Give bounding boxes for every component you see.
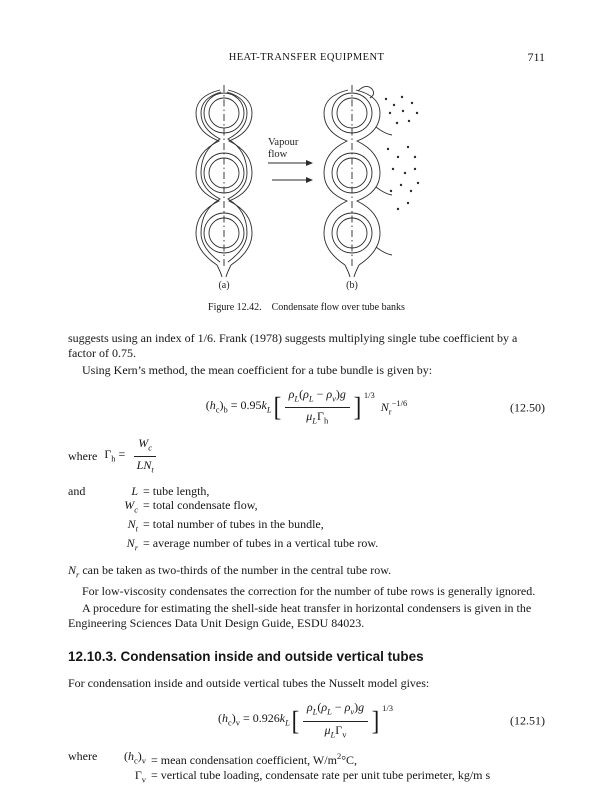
symbol-Nr: $N_r$ bbox=[126, 535, 138, 553]
eq1250-numerator: $\rho_L(\rho_L - \rho_v)g$ bbox=[285, 387, 350, 408]
definition-row bbox=[68, 536, 545, 555]
equation-12-51 bbox=[68, 700, 545, 742]
hc-v-symbol: $(h_c)_v$ bbox=[123, 748, 146, 766]
where-lead: where bbox=[68, 449, 98, 464]
eq1250-fraction bbox=[285, 387, 350, 429]
figure-label-a: (a) bbox=[217, 280, 230, 291]
where-clause-1251-row2 bbox=[68, 768, 545, 787]
definition-text: = total number of tubes in the bundle, bbox=[143, 516, 324, 531]
running-head: HEAT-TRANSFER EQUIPMENT bbox=[228, 52, 385, 63]
where-lead: where bbox=[68, 748, 98, 763]
gamma-h-fraction bbox=[134, 436, 156, 478]
eq1251-numerator: $\rho_L(\rho_L - \rho_v)g$ bbox=[303, 700, 368, 721]
paragraph-esdu: A procedure for estimating the shell-side heat transfer in horizontal condensers is given in the Engineering Sciences Data Unit Design Guide, ESDU 84023. bbox=[68, 601, 532, 631]
section-heading-12-10-3: 12.10.3. Condensation inside and outside vertical tubes bbox=[68, 649, 424, 665]
where-clause-1251-row1 bbox=[68, 749, 545, 768]
eq1251-lhs: $(h_c)_v = 0.926k_L$ bbox=[217, 711, 290, 728]
definition-text: = vertical tube loading, condensate rate per unit tube perimeter, kg/m s bbox=[151, 768, 491, 783]
left-bracket: [ bbox=[273, 392, 281, 423]
page-number: 711 bbox=[527, 50, 545, 64]
definition-text: = mean condensation coefficient, $W/m^2^\circ C$, bbox=[151, 750, 357, 767]
spray-droplets bbox=[384, 96, 418, 210]
and-label: and bbox=[68, 483, 86, 498]
definition-text: = tube length, bbox=[143, 483, 210, 498]
equation-number-1250: (12.50) bbox=[510, 400, 545, 415]
eq1251-exponent: 1/3 bbox=[382, 703, 394, 714]
paragraph-index: suggests using an index of 1/6. Frank (1978) suggests multiplying single tube coefficient by a factor of 0.75. bbox=[68, 331, 518, 360]
condensate-flow-diagram bbox=[162, 83, 452, 291]
definition-text: = average number of tubes in a vertical tube row. bbox=[143, 535, 379, 550]
symbol-Nt: $N_t$ bbox=[127, 516, 138, 534]
left-bracket: [ bbox=[291, 705, 300, 736]
definition-row bbox=[68, 498, 545, 517]
tube-bank-a bbox=[196, 85, 252, 277]
eq1250-tail: $N_r^{-1/6}$ bbox=[380, 398, 408, 417]
definition-text: = total condensate flow, bbox=[143, 498, 258, 513]
eq1251-fraction bbox=[303, 700, 368, 742]
arrow-head-icon bbox=[306, 177, 313, 183]
eq1250-exponent: 1/3 bbox=[363, 390, 375, 400]
page-header bbox=[68, 50, 545, 65]
right-bracket: ] bbox=[371, 705, 380, 736]
gamma-h-numerator: $W_c$ bbox=[134, 436, 156, 457]
gamma-h-symbol: $\Gamma_h$ = bbox=[104, 446, 126, 464]
tube-bank-b bbox=[324, 85, 392, 277]
eq1250-denominator: $\mu_L\Gamma_h$ bbox=[306, 409, 329, 426]
eq1251-denominator: $\mu_L\Gamma_v$ bbox=[324, 722, 347, 739]
definition-row bbox=[68, 484, 545, 499]
figure-caption: Figure 12.42. Condensate flow over tube banks bbox=[208, 302, 405, 313]
paragraph-vertical-tubes: For condensation inside and outside vertical tubes the Nusselt model gives: bbox=[68, 676, 430, 691]
symbol-definitions bbox=[68, 484, 545, 555]
gamma-h-denominator: $LN_t$ bbox=[136, 458, 154, 475]
paragraph-low-viscosity: For low-viscosity condensates the correction for the number of tube rows is generally ignored. bbox=[82, 584, 536, 599]
symbol-L: L bbox=[131, 483, 138, 498]
figure-label-b: (b) bbox=[345, 280, 358, 291]
arrow-head-icon bbox=[306, 160, 313, 166]
equation-number-1251: (12.51) bbox=[510, 713, 545, 728]
figure-12-42 bbox=[68, 83, 545, 315]
vapour-flow-label-line2: flow bbox=[267, 149, 287, 160]
paragraph-kern-method: Using Kern’s method, the mean coefficient for a tube bundle is given by: bbox=[82, 363, 433, 377]
where-clause-1250 bbox=[68, 436, 545, 478]
gamma-v-symbol: $\Gamma_v$ bbox=[134, 768, 146, 785]
vapour-flow-label-line1: Vapour bbox=[267, 137, 298, 148]
paragraph-nr: $N_r$ can be taken as two-thirds of the number in the central tube row. bbox=[68, 562, 392, 580]
definition-row bbox=[68, 517, 545, 536]
symbol-Wc: $W_c$ bbox=[124, 498, 138, 515]
equation-12-50 bbox=[68, 387, 545, 429]
vapour-flow-arrows bbox=[268, 160, 313, 183]
right-bracket: ] bbox=[353, 392, 362, 423]
eq1250-lhs: $(h_c)_b = 0.95k_L$ bbox=[205, 398, 272, 415]
